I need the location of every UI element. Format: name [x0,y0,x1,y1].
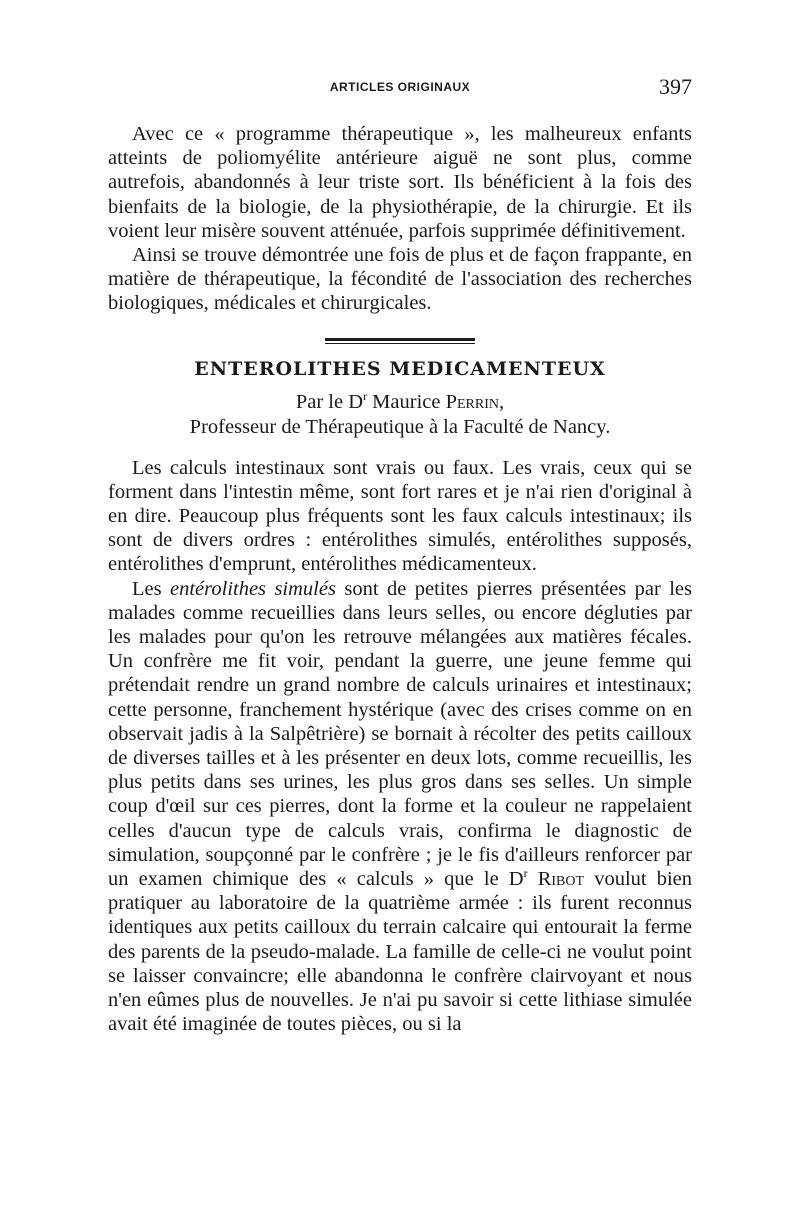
previous-article-paragraph: Avec ce « programme thérapeutique », les malheureux enfants atteints de poliomyélite antérieure aiguë ne sont plus, comme autrefois, abandonnés à leur triste sort. Ils bénéficient à la fois des bienfaits de la biologie, de la physiothérapie, de la chirurgie. Et ils voient leur misère souvent atténuée, parfois supprimée définitivement. [108,123,692,242]
section-separator [325,338,475,344]
author-last-name: Perrin [445,390,499,413]
article-byline [108,390,692,415]
page-number: 397 [659,74,692,99]
title-sup: r [523,866,528,881]
article-title: ENTEROLITHES MEDICAMENTEUX [194,357,606,380]
journal-page [108,72,692,1037]
byline-prefix: Par le D [295,390,364,413]
byline-title-sup: r [363,388,368,403]
paragraph-lead: Les [132,577,171,600]
article-paragraph [108,577,692,1037]
previous-article-paragraph: Ainsi se trouve démontrée une fois de plus et de façon frappante, en matière de thérapeutique, la fécondité de l'association des recherches biologiques, médicales et chirurgicales. [108,244,692,315]
person-name: Ribot [527,868,585,891]
article-paragraph: Les calculs intestinaux sont vrais ou faux. Les vrais, ceux qui se forment dans l'intestin même, sont fort rares et je n'ai rien d'original à en dire. Peaucoup plus fréquents sont les faux calculs intestinaux; ils sont de divers ordres : entérolithes simulés, entérolithes supposés, entérolithes d'emprunt, entérolithes médicamenteux. [108,456,692,576]
paragraph-text: sont de petites pierres présentées par les malades comme recueillies dans leurs selles, ou encore dégluties par les malades pour qu'on les retrouve mélangées aux matières fécales. Un confrère me fit voir, pendant la guerre, une jeune femme qui prétendait rendre un grand nombre de calculs urinaires et intestinaux; cette personne, franchement hystérique (avec des crises comme on en observait jadis à la Salpêtrière) se bornait à récolter des petits cailloux de diverses tailles et à les présenter en deux lots, comme recueillis, les plus petits dans ses urines, les plus gros dans ses selles. Un simple coup d'œil sur ces pierres, dont la forme et la couleur ne rappelaient celles d'aucun type de calculs vrais, confirma le diagnostic de simulation, soupçonné par le confrère ; je le fis d'ailleurs renforcer par un examen chimique des « calculs » que le D [108,577,692,891]
author-affiliation: Professeur de Thérapeutique à la Faculté de Nancy. [189,415,611,438]
byline-first-name: Maurice [367,390,446,413]
byline-suffix: , [499,390,505,413]
running-title: ARTICLES ORIGINAUX [329,80,471,94]
emphasis-term: entérolithes simulés [170,577,336,600]
running-header [108,72,692,104]
paragraph-text: voulut bien pratiquer au laboratoire de la quatrième armée : ils furent reconnus identiques aux petits cailloux du terrain calcaire qui entourait la ferme des parents de la pseudo-malade. La famille de celle-ci ne voulut point se laisser convaincre; elle abandonna le confrère clairvoyant et nous n'en eûmes plus de nouvelles. Je n'ai pu savoir si cette lithiase simulée avait été imaginée de toutes pièces, ou si la [108,868,692,1036]
